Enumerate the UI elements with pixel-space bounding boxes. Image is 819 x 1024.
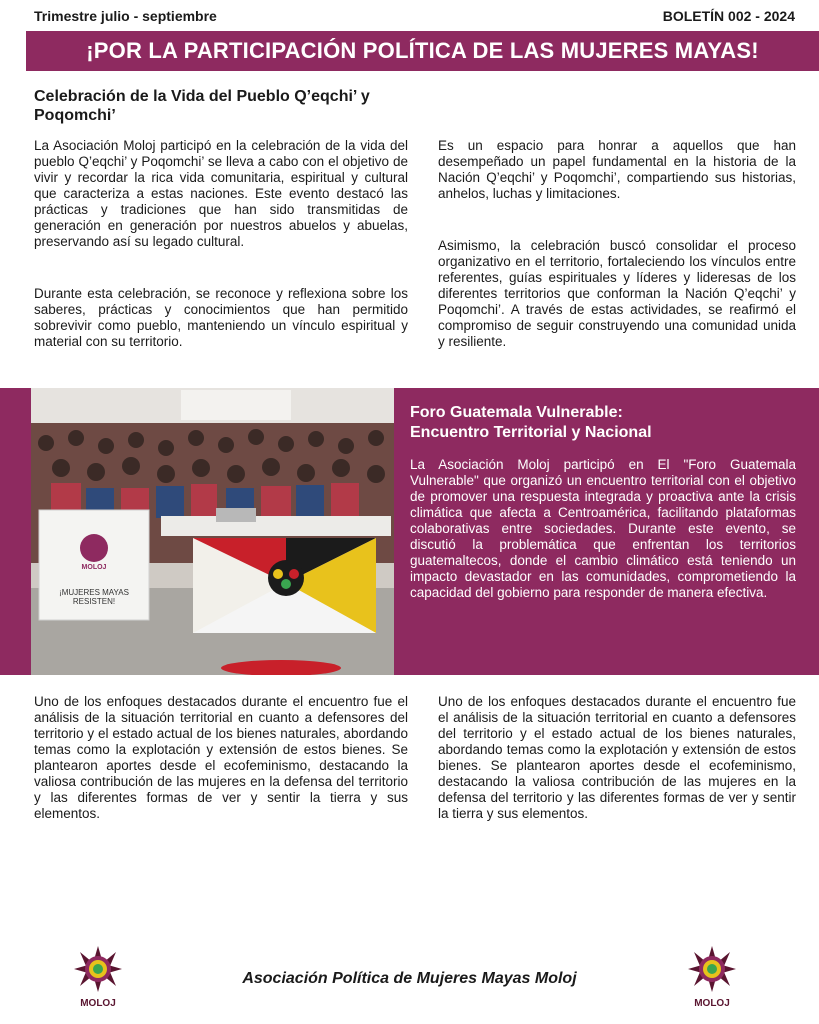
- section1-col2-paragraph1: Es un espacio para honrar a aquellos que han desempeñado un papel fundamental en la historia de la Nación Q’eqchi’ y Poqomchi’, compartiendo sus historias, anhelos, luchas y limitaciones.: [438, 138, 796, 201]
- event-photo: [31, 388, 394, 675]
- section1-col2-paragraph2: Asimismo, la celebración buscó consolidar el proceso organizativo en el territorio, fortaleciendo los vínculos entre referentes, guías espirituales y líderes y lideresas de los diferentes territorios que conforman la Nación Q’eqchi’ y Poqomchi’. A través de estas actividades, se reafirmó el compromiso de seguir construyendo una comunidad unida y resiliente.: [438, 238, 796, 349]
- logo-text: MOLOJ: [80, 998, 116, 1009]
- section2-body: La Asociación Moloj participó en El "Foro Guatemala Vulnerable" que organizó un encuentro territorial con el objetivo de promover una respuesta integrada y proactiva ante la crisis climática que afecta a Centroamérica, facilitando plataformas colaborativas entre sociedades. Durante este evento, se discutió la problemática que enfrentan los territorios guatemaltecos, donde el cambio climático está teniendo un impacto devastador en las comunidades, comprometiendo la capacidad del gobierno para responder de manera efectiva.: [410, 457, 796, 600]
- photo-banner-text: ¡MUJERES MAYAS RESISTEN!: [59, 588, 129, 606]
- bulletin-period: Trimestre julio - septiembre: [34, 8, 217, 24]
- section2-title: [410, 403, 800, 443]
- section3-col1: Uno de los enfoques destacados durante el encuentro fue el análisis de la situación territorial en cuanto a defensores del territorio y el estado actual de los bienes naturales, abordando temas como la explotación y extensión de estos bienes. Se plantearon aportes desde el ecofeminismo, destacando la valiosa contribución de las mujeres en la defensa del territorio y las diferentes formas de ver y sentir la tierra y sus elementos.: [34, 694, 408, 821]
- section2-title-line2: Encuentro Territorial y Nacional: [410, 424, 652, 441]
- logo-text: MOLOJ: [694, 998, 730, 1009]
- banner-title: ¡POR LA PARTICIPACIÓN POLÍTICA DE LAS MUJERES MAYAS!: [86, 38, 759, 63]
- bulletin-number: BOLETÍN 002 - 2024: [662, 8, 795, 24]
- photo-banner-brand: MOLOJ: [81, 564, 107, 571]
- section1-col1-paragraph1: La Asociación Moloj participó en la celebración de la vida del pueblo Q’eqchi’ y Poqomchi’ se lleva a cabo con el objetivo de vivir y recordar la rica vida comunitaria, espiritual y cultural que caracteriza a estas naciones. Este evento destacó las prácticas y tradiciones que han sido transmitidas de generación en generación por nuestros abuelos y abuelas, preservando así su legado cultural.: [34, 138, 408, 249]
- title-banner: [26, 31, 819, 71]
- section1-col1-paragraph2: Durante esta celebración, se reconoce y reflexiona sobre los saberes, prácticas y conocimientos que han permitido sobrevivir como pueblo, manteniendo un vínculo espiritual y material con su territorio.: [34, 286, 408, 349]
- footer-title: Asociación Política de Mujeres Mayas Moloj: [242, 970, 577, 987]
- section2-title-line1: Foro Guatemala Vulnerable:: [410, 404, 623, 421]
- section3-col2: Uno de los enfoques destacados durante el encuentro fue el análisis de la situación territorial en cuanto a defensores del territorio y el estado actual de los bienes naturales, abordando temas como la explotación y extensión de estos bienes. Se plantearon aportes desde el ecofeminismo, destacando la valiosa contribución de las mujeres en la defensa del territorio y las diferentes formas de ver y sentir la tierra y sus elementos.: [438, 694, 796, 821]
- section1-title: Celebración de la Vida del Pueblo Q’eqchi’ y Poqomchi’: [34, 88, 370, 124]
- moloj-logo-icon: [680, 946, 744, 1012]
